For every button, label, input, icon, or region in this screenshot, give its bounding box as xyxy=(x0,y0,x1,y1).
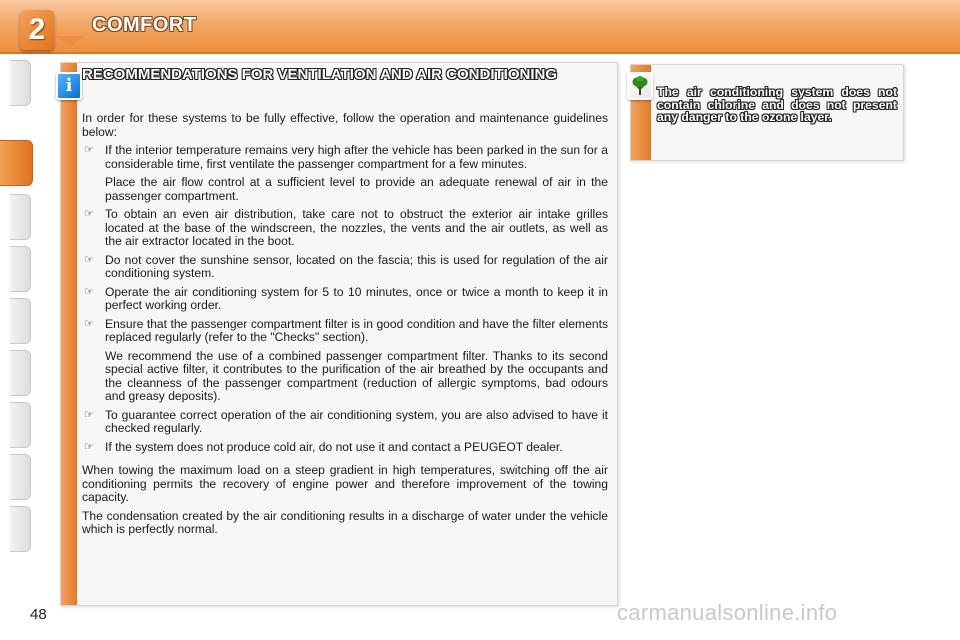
chapter-tab-8[interactable] xyxy=(10,454,31,500)
list-item-subtext: We recommend the use of a combined passenger compartment filter. Thanks to its second special active filter, it contributes to the purification of the air breathed by the occupants and the cleanness of the passenger compartment (reduction of allergic symptoms, bad odours and greasy deposits). xyxy=(105,348,608,403)
chapter-tab-1[interactable] xyxy=(10,60,31,106)
list-item xyxy=(82,409,608,436)
list-item-text: If the interior temperature remains very high after the vehicle has been parked in the sun for a considerable time, first ventilate the passenger compartment for a few minutes. xyxy=(105,143,608,171)
list-item-text: Ensure that the passenger compartment filter is in good condition and have the filter elements replaced regularly (refer to the "Checks" section). xyxy=(105,316,608,344)
panel-body xyxy=(82,112,608,542)
intro-paragraph: In order for these systems to be fully effective, follow the operation and maintenance guidelines below: xyxy=(82,111,608,139)
chapter-tab-3[interactable] xyxy=(10,194,31,240)
chapter-title: COMFORT xyxy=(92,14,197,36)
chapter-tab-6[interactable] xyxy=(10,350,31,396)
list-item-text: To guarantee correct operation of the air conditioning system, you are also advised to have it checked regularly. xyxy=(105,407,608,435)
towing-paragraph: When towing the maximum load on a steep gradient in high temperatures, switching off the air conditioning permits the recovery of engine power and therefore improvement of the towing capacity. xyxy=(82,463,608,504)
chapter-tab-9[interactable] xyxy=(10,506,31,552)
chapter-tab-4[interactable] xyxy=(10,246,31,292)
chapter-tab-7[interactable] xyxy=(10,402,31,448)
panel-accent-stripe xyxy=(61,63,77,605)
info-icon: i xyxy=(56,72,82,100)
chapter-tabs xyxy=(0,60,36,580)
chapter-number-badge: 2 xyxy=(20,10,54,50)
watermark: carmanualsonline.info xyxy=(617,600,838,625)
list-item xyxy=(82,144,608,203)
list-item-text: To obtain an even air distribution, take care not to obstruct the exterior air intake grilles located at the base of the windscreen, the nozzles, the vents and the air outlets, as well as the air extractor located in the boot. xyxy=(105,207,608,248)
list-item-text: Do not cover the sunshine sensor, located on the fascia; this is used for regulation of the air conditioning system. xyxy=(105,252,608,280)
pointing-hand-icon: ☞ xyxy=(84,144,94,156)
list-item-text: If the system does not produce cold air, do not use it and contact a PEUGEOT dealer. xyxy=(105,439,563,454)
chapter-tab-5[interactable] xyxy=(10,298,31,344)
list-item xyxy=(82,208,608,249)
list-item xyxy=(82,318,608,404)
list-item xyxy=(82,441,608,455)
pointing-hand-icon: ☞ xyxy=(84,408,94,421)
header-notch xyxy=(56,36,84,48)
pointing-hand-icon: ☞ xyxy=(84,317,94,330)
page-number: 48 xyxy=(30,606,47,623)
chapter-tab-2-active[interactable] xyxy=(0,140,33,186)
condensation-paragraph: The condensation created by the air conditioning results in a discharge of water under the vehicle which is perfectly normal. xyxy=(82,508,608,536)
list-item xyxy=(82,286,608,313)
list-item-subtext: Place the air flow control at a sufficient level to provide an adequate renewal of air in the passenger compartment. xyxy=(105,175,608,203)
note-text: The air conditioning system does not contain chlorine and does not present any danger to the ozone layer. xyxy=(657,85,897,124)
pointing-hand-icon: ☞ xyxy=(84,285,94,298)
pointing-hand-icon: ☞ xyxy=(84,440,94,453)
panel-title: RECOMMENDATIONS FOR VENTILATION AND AIR CONDITIONING xyxy=(82,66,557,83)
list-item xyxy=(82,254,608,281)
pointing-hand-icon: ☞ xyxy=(84,253,94,266)
tree-icon xyxy=(627,72,653,100)
recommendation-list xyxy=(82,144,608,454)
list-item-text: Operate the air conditioning system for 5 to 10 minutes, once or twice a month to keep it in perfect working order. xyxy=(105,284,608,312)
pointing-hand-icon: ☞ xyxy=(84,208,94,220)
